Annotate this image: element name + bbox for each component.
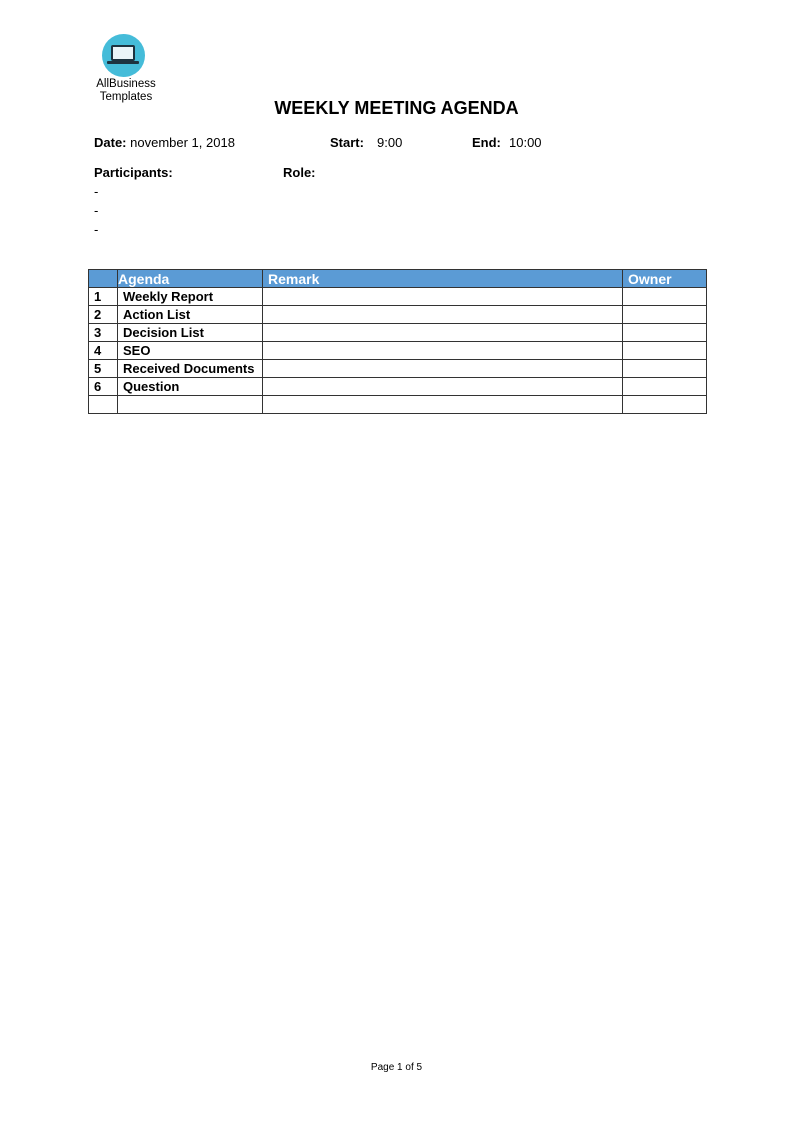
laptop-base: [107, 61, 139, 64]
logo-line1: AllBusiness: [96, 78, 156, 90]
table-row: [89, 288, 707, 306]
agenda-item: [118, 396, 263, 414]
remark-cell[interactable]: [263, 378, 623, 396]
role-label: Role:: [283, 165, 316, 180]
owner-cell[interactable]: [623, 288, 707, 306]
row-number: 3: [89, 324, 118, 342]
remark-cell[interactable]: [263, 360, 623, 378]
header-num: [89, 270, 118, 288]
page-title: WEEKLY MEETING AGENDA: [274, 98, 519, 118]
row-number: 2: [89, 306, 118, 324]
participant-item: -: [94, 184, 99, 199]
page-footer: Page 1 of 5: [370, 1062, 423, 1073]
owner-cell[interactable]: [623, 306, 707, 324]
participant-item: -: [94, 222, 99, 237]
row-number: 1: [89, 288, 118, 306]
start-value: 9:00: [377, 135, 403, 150]
header-owner: Owner: [623, 270, 707, 288]
header-remark: Remark: [263, 270, 623, 288]
remark-cell[interactable]: [263, 324, 623, 342]
start-label: Start:: [330, 135, 364, 150]
table-row: [89, 360, 707, 378]
table-row: [89, 378, 707, 396]
remark-cell[interactable]: [263, 396, 623, 414]
agenda-item: Weekly Report: [118, 288, 263, 306]
agenda-item: SEO: [118, 342, 263, 360]
agenda-item: Action List: [118, 306, 263, 324]
owner-cell[interactable]: [623, 378, 707, 396]
remark-cell[interactable]: [263, 342, 623, 360]
participants-label: Participants:: [94, 165, 173, 180]
logo-line2: Templates: [99, 90, 153, 103]
owner-cell[interactable]: [623, 324, 707, 342]
row-number: [89, 396, 118, 414]
end-label: End:: [472, 135, 501, 150]
remark-cell[interactable]: [263, 288, 623, 306]
end-value: 10:00: [509, 135, 542, 150]
table-row: [89, 306, 707, 324]
header-agenda: Agenda: [118, 270, 263, 288]
agenda-item: Received Documents: [118, 360, 263, 378]
table-header-row: [89, 270, 707, 288]
agenda-item: Question: [118, 378, 263, 396]
agenda-item: Decision List: [118, 324, 263, 342]
remark-cell[interactable]: [263, 306, 623, 324]
laptop-screen: [113, 47, 133, 59]
date-value: november 1, 2018: [130, 135, 235, 150]
table-row: [89, 342, 707, 360]
table-row: [89, 396, 707, 414]
owner-cell[interactable]: [623, 360, 707, 378]
owner-cell[interactable]: [623, 396, 707, 414]
table-row: [89, 324, 707, 342]
date-label: Date:: [94, 135, 127, 150]
row-number: 4: [89, 342, 118, 360]
participant-item: -: [94, 203, 99, 218]
row-number: 5: [89, 360, 118, 378]
row-number: 6: [89, 378, 118, 396]
agenda-table: [88, 269, 707, 414]
owner-cell[interactable]: [623, 342, 707, 360]
